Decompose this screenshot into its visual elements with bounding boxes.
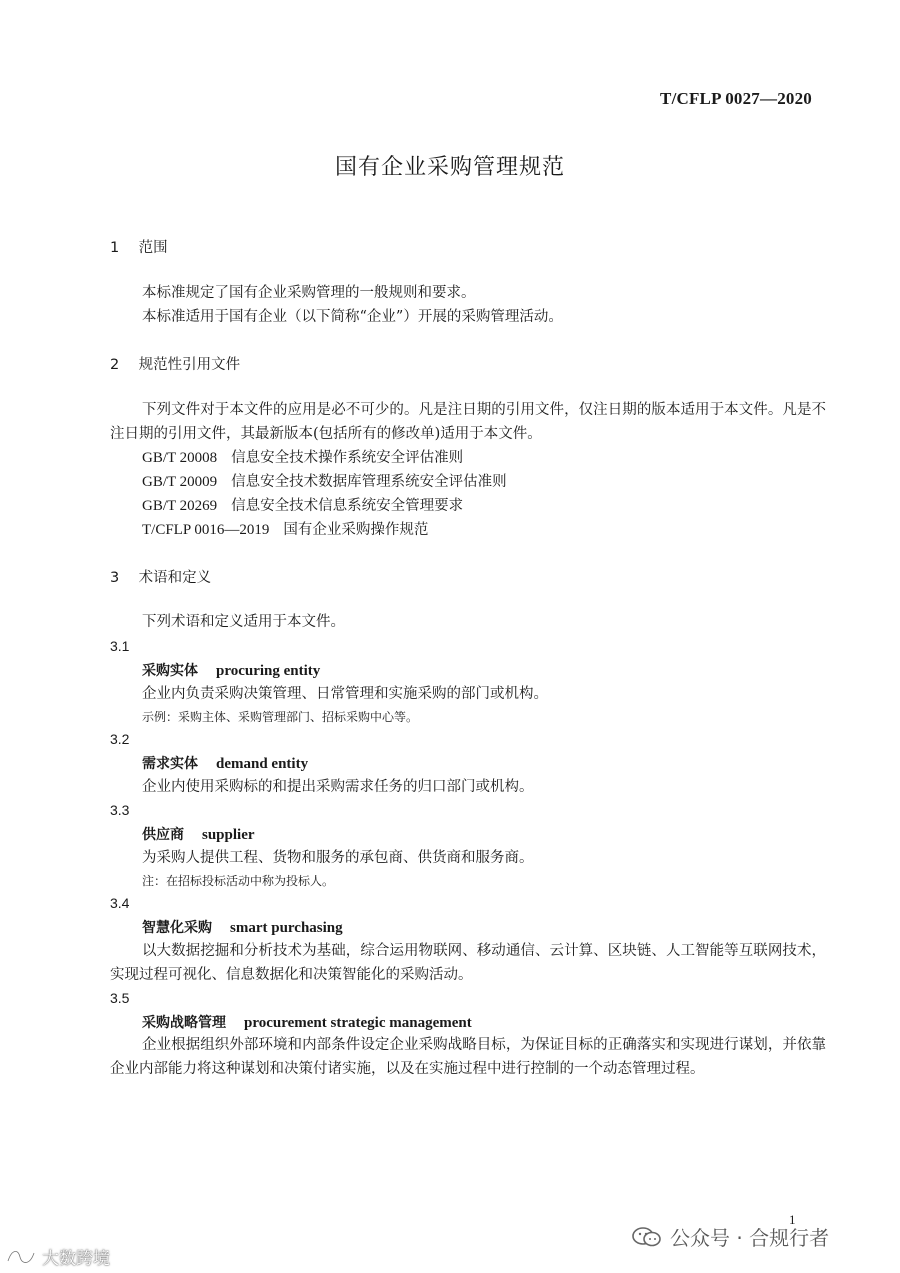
term-heading (142, 917, 343, 937)
term-definition: 企业根据组织外部环境和内部条件设定企业采购战略目标，为保证目标的正确落实和实现进行谋划，并依靠企业内部能力将这种谋划和决策付诸实施，以及在实施过程中进行控制的一个动态管理过程。 (110, 1037, 826, 1077)
document-title: 国有企业采购管理规范 (334, 155, 565, 180)
section-number: 3 (110, 570, 120, 586)
term-english: supplier (202, 827, 255, 843)
section-title: 规范性引用文件 (138, 357, 241, 373)
term-heading (142, 1012, 472, 1032)
section-number: 1 (110, 240, 120, 256)
term-definition: 企业内负责采购决策管理、日常管理和实施采购的部门或机构。 (142, 686, 548, 702)
term-number: 3.2 (110, 731, 130, 747)
reference-code: GB/T 20008 (142, 450, 218, 466)
section-title: 术语和定义 (138, 570, 212, 586)
section-title: 范围 (138, 240, 168, 256)
reference-item (142, 446, 463, 467)
reference-item (142, 470, 507, 491)
term-note: 注：在招标投标活动中称为投标人。 (142, 874, 335, 888)
wechat-watermark (632, 1222, 829, 1251)
reference-code: T/CFLP 0016—2019 (142, 522, 270, 538)
section-number: 2 (110, 357, 120, 373)
term-definition: 企业内使用采购标的和提出采购需求任务的归口部门或机构。 (142, 779, 534, 795)
reference-code: GB/T 20009 (142, 474, 218, 490)
reference-name: 信息安全技术信息系统安全管理要求 (231, 498, 464, 514)
term-heading (142, 824, 255, 844)
references-intro: 下列文件对于本文件的应用是必不可少的。凡是注日期的引用文件，仅注日期的版本适用于本文件。凡是不注日期的引用文件，其最新版本(包括所有的修改单)适用于本文件。 (110, 402, 826, 442)
scope-paragraph-1: 本标准规定了国有企业采购管理的一般规则和要求。 (142, 285, 476, 301)
section-heading-terms (110, 566, 211, 587)
wechat-icon (632, 1226, 662, 1248)
reference-code: GB/T 20269 (142, 498, 218, 514)
page-number: 1 (789, 1212, 796, 1227)
scope-paragraph-2: 本标准适用于国有企业（以下简称“企业”）开展的采购管理活动。 (142, 309, 563, 325)
section-heading-normative-references (110, 353, 240, 374)
terms-intro: 下列术语和定义适用于本文件。 (142, 614, 345, 630)
reference-item (142, 518, 428, 539)
watermark-text: 公众号 · 合规行者 (670, 1226, 830, 1250)
term-definition: 以大数据挖掘和分析技术为基础，综合运用物联网、移动通信、云计算、区块链、人工智能等互联网技术，实现过程可视化、信息数据化和决策智能化的采购活动。 (110, 943, 826, 983)
term-heading (142, 660, 320, 680)
term-number: 3.1 (110, 638, 130, 654)
term-english: demand entity (216, 756, 309, 772)
term-chinese: 需求实体 (142, 756, 198, 772)
section-heading-scope (110, 236, 168, 257)
brand-watermark-text: 大数跨境 (42, 1249, 110, 1269)
reference-name: 信息安全技术操作系统安全评估准则 (231, 450, 464, 466)
standard-code: T/CFLP 0027—2020 (660, 89, 812, 108)
term-heading (142, 753, 308, 773)
term-definition: 为采购人提供工程、货物和服务的承包商、供货商和服务商。 (142, 850, 534, 866)
term-chinese: 智慧化采购 (142, 920, 212, 936)
logo-icon (4, 1247, 38, 1267)
term-chinese: 采购战略管理 (142, 1015, 226, 1031)
term-english: procurement strategic management (244, 1015, 472, 1031)
term-number: 3.4 (110, 895, 130, 911)
term-chinese: 采购实体 (142, 663, 198, 679)
term-number: 3.5 (110, 990, 130, 1006)
reference-name: 信息安全技术数据库管理系统安全评估准则 (231, 474, 507, 490)
brand-watermark (4, 1244, 110, 1269)
term-english: procuring entity (216, 663, 321, 679)
term-number: 3.3 (110, 802, 130, 818)
reference-name: 国有企业采购操作规范 (283, 522, 429, 538)
term-example: 示例：采购主体、采购管理部门、招标采购中心等。 (142, 710, 419, 724)
term-chinese: 供应商 (142, 827, 184, 843)
term-english: smart purchasing (230, 920, 343, 936)
reference-item (142, 494, 463, 515)
